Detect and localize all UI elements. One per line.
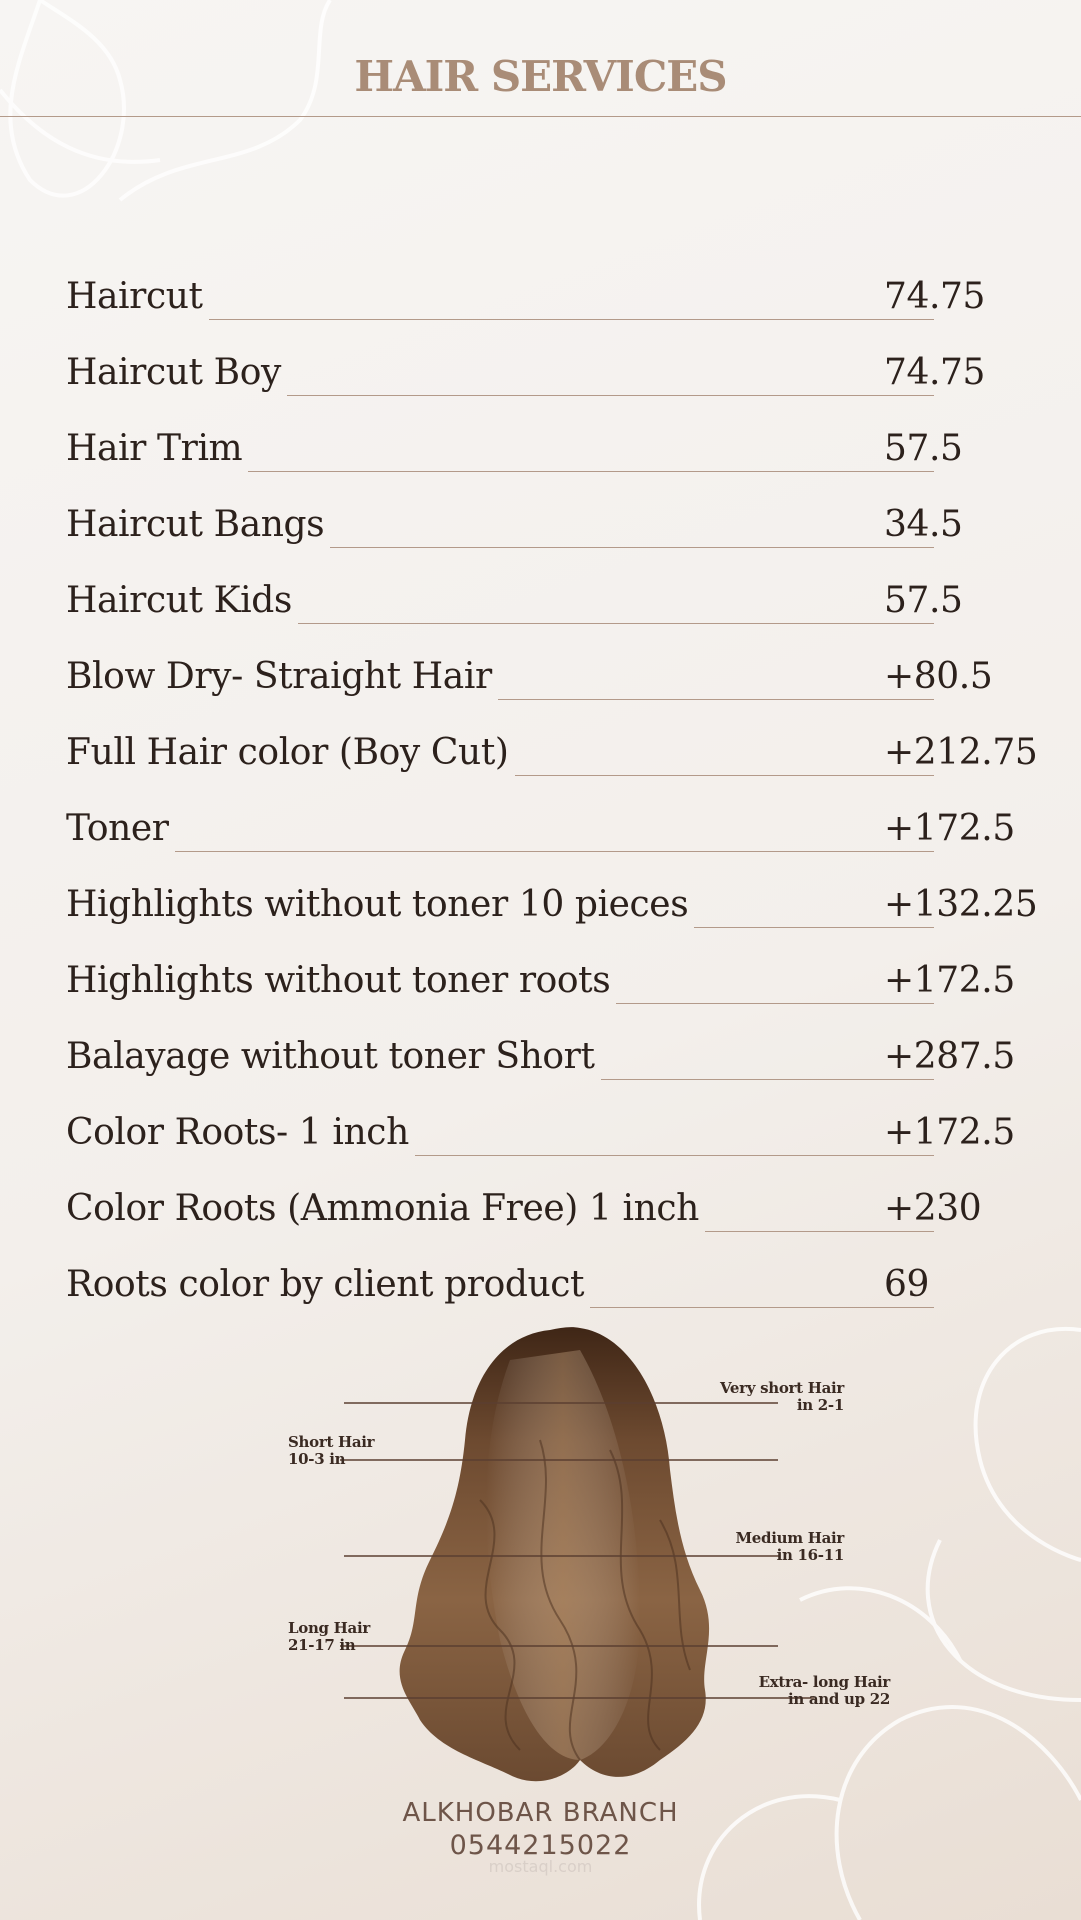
hair-length-name: Long Hair	[288, 1619, 370, 1637]
service-name: Color Roots- 1 inch	[66, 1112, 409, 1153]
hair-length-name: Extra- long Hair	[758, 1673, 890, 1691]
service-price: +287.5	[884, 1036, 1015, 1077]
hair-length-range: in and up 22	[787, 1690, 890, 1708]
service-row	[66, 344, 1026, 404]
service-price: +80.5	[884, 656, 993, 697]
service-price: +212.75	[884, 732, 1038, 773]
service-row	[66, 496, 1026, 556]
service-price: 74.75	[884, 352, 986, 393]
service-row	[66, 268, 1026, 328]
service-name: Balayage without toner Short	[66, 1036, 595, 1077]
service-row	[66, 724, 1038, 784]
dotted-leader-line	[209, 319, 934, 320]
service-name: Hair Trim	[66, 428, 243, 469]
dotted-leader-line	[175, 851, 934, 852]
service-price: 74.75	[884, 276, 986, 317]
service-price: +230	[884, 1188, 982, 1229]
service-row	[66, 1256, 1026, 1316]
service-price: 57.5	[884, 428, 963, 469]
service-row	[66, 1028, 1026, 1088]
service-row	[66, 1104, 1026, 1164]
service-row	[66, 572, 1026, 632]
header	[0, 0, 1081, 117]
service-name: Haircut Kids	[66, 580, 292, 621]
hair-length-label	[710, 1674, 890, 1708]
branch-name: ALKHOBAR BRANCH	[402, 1798, 679, 1828]
service-row	[66, 648, 1026, 708]
hair-length-range: in 16-11	[776, 1546, 844, 1564]
service-price: 34.5	[884, 504, 963, 545]
dotted-leader-line	[515, 775, 934, 776]
hair-length-label	[288, 1434, 374, 1468]
service-row	[66, 952, 1026, 1012]
dotted-leader-line	[415, 1155, 934, 1156]
dotted-leader-line	[498, 699, 934, 700]
service-name: Haircut	[66, 276, 203, 317]
service-price: +172.5	[884, 1112, 1015, 1153]
service-name: Toner	[66, 808, 169, 849]
service-row	[66, 1180, 1026, 1240]
service-row	[66, 800, 1026, 860]
service-name: Highlights without toner roots	[66, 960, 611, 1001]
service-price: +132.25	[884, 884, 1038, 925]
service-price: +172.5	[884, 960, 1015, 1001]
hair-length-label	[684, 1380, 844, 1414]
footer	[0, 1798, 1081, 1876]
watermark: mostaql.com	[488, 1857, 593, 1876]
page-title: HAIR SERVICES	[354, 52, 727, 101]
dotted-leader-line	[590, 1307, 934, 1308]
dotted-leader-line	[298, 623, 934, 624]
service-price: 57.5	[884, 580, 963, 621]
service-price: +172.5	[884, 808, 1015, 849]
hair-length-range: 10-3 in	[288, 1450, 346, 1468]
phone-number: 0544215022	[449, 1830, 632, 1861]
service-name: Roots color by client product	[66, 1264, 585, 1305]
service-name: Highlights without toner 10 pieces	[66, 884, 689, 925]
service-row	[66, 420, 1026, 480]
service-name: Haircut Bangs	[66, 504, 325, 545]
hair-length-chart	[280, 1320, 900, 1790]
hair-length-label	[288, 1620, 370, 1654]
service-name: Haircut Boy	[66, 352, 281, 393]
dotted-leader-line	[287, 395, 934, 396]
hair-length-label	[684, 1530, 844, 1564]
hair-length-range: 21-17 in	[288, 1636, 356, 1654]
dotted-leader-line	[248, 471, 934, 472]
hair-length-name: Medium Hair	[735, 1529, 844, 1547]
service-name: Full Hair color (Boy Cut)	[66, 732, 509, 773]
service-price: 69	[884, 1264, 930, 1305]
dotted-leader-line	[330, 547, 934, 548]
hair-length-range: in 2-1	[796, 1396, 844, 1414]
hair-length-name: Short Hair	[288, 1433, 375, 1451]
service-row	[66, 876, 1038, 936]
service-name: Color Roots (Ammonia Free) 1 inch	[66, 1188, 699, 1229]
hair-length-name: Very short Hair	[719, 1379, 844, 1397]
service-name: Blow Dry- Straight Hair	[66, 656, 492, 697]
